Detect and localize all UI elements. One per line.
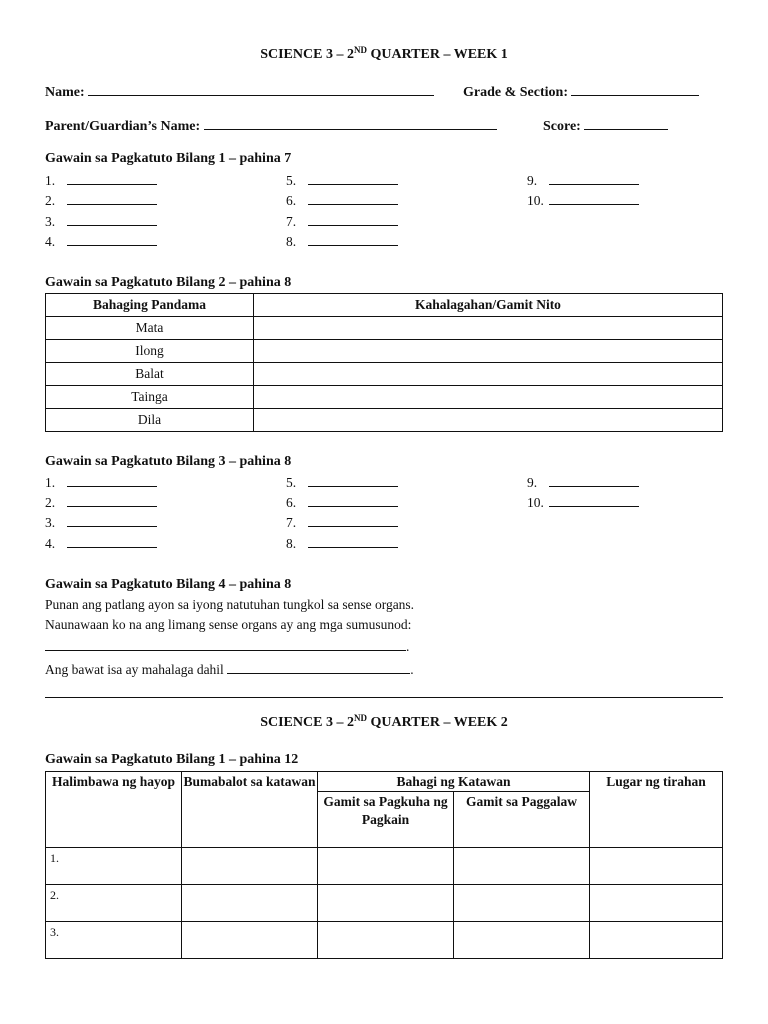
- parent-row: [45, 117, 497, 135]
- a1-item-8: [286, 234, 398, 250]
- score-field[interactable]: [584, 117, 668, 130]
- table-row: [46, 922, 723, 959]
- a1-answer-blank[interactable]: [308, 193, 398, 205]
- a3-answer-blank[interactable]: [308, 475, 398, 487]
- row-number-cell[interactable]: 3.: [46, 922, 182, 959]
- a1-answer-blank[interactable]: [308, 173, 398, 185]
- answer-cell[interactable]: [454, 922, 590, 959]
- col-header-body-cover: Bumabalot sa katawan: [182, 772, 318, 848]
- a3-item-6: [286, 495, 398, 511]
- a1-item-1: [45, 173, 157, 189]
- activity4-period: .: [406, 639, 410, 654]
- a3-item-8: [286, 536, 398, 552]
- week1-title-pre: SCIENCE 3 – 2: [260, 47, 354, 62]
- sense-cell: Balat: [46, 363, 254, 386]
- table-row: [46, 317, 723, 340]
- col-header-movement-use: Gamit sa Paggalaw: [454, 792, 590, 848]
- answer-cell[interactable]: [254, 340, 723, 363]
- row-number-cell[interactable]: 2.: [46, 885, 182, 922]
- activity4-period: .: [410, 662, 414, 677]
- a1-item-7: [286, 214, 398, 230]
- activity4-sentence1: Naunawaan ko na ang limang sense organs ay ang mga sumusunod:: [45, 617, 412, 632]
- score-row: [543, 117, 668, 135]
- a3-answer-blank[interactable]: [308, 495, 398, 507]
- sense-cell: Dila: [46, 409, 254, 432]
- a3-item-9: [527, 475, 639, 491]
- week1-title: [0, 47, 768, 63]
- a1-item-2: [45, 193, 157, 209]
- col-header-habitat: Lugar ng tirahan: [590, 772, 723, 848]
- a1-num: 5.: [286, 173, 297, 188]
- answer-cell[interactable]: [182, 922, 318, 959]
- a3-item-2: [45, 495, 157, 511]
- a3-num: 8.: [286, 536, 297, 551]
- activity4-line1-row: [45, 638, 409, 655]
- col-header-animal: Halimbawa ng hayop: [46, 772, 182, 848]
- activity4-sentence2-row: [45, 661, 414, 678]
- a3-num: 6.: [286, 495, 297, 510]
- a1-item-3: [45, 214, 157, 230]
- a1-num: 7.: [286, 214, 297, 229]
- a3-answer-blank[interactable]: [67, 515, 157, 527]
- sense-cell: Tainga: [46, 386, 254, 409]
- grade-field[interactable]: [571, 83, 699, 96]
- table-header-row: [46, 772, 723, 792]
- answer-cell[interactable]: [254, 363, 723, 386]
- table-row: [46, 386, 723, 409]
- answer-cell[interactable]: [254, 386, 723, 409]
- name-field[interactable]: [88, 83, 434, 96]
- score-label: Score:: [543, 119, 581, 134]
- a1-answer-blank[interactable]: [67, 214, 157, 226]
- a1-num: 6.: [286, 193, 297, 208]
- animals-table: [45, 771, 723, 959]
- answer-cell[interactable]: [590, 922, 723, 959]
- a3-answer-blank[interactable]: [308, 536, 398, 548]
- answer-cell[interactable]: [182, 848, 318, 885]
- a1-item-10: [527, 193, 639, 209]
- activity4-blank-reason[interactable]: [227, 661, 410, 674]
- col-header-food-use: Gamit sa Pagkuha ng Pagkain: [318, 792, 454, 848]
- answer-cell[interactable]: [182, 885, 318, 922]
- grade-row: [463, 83, 699, 101]
- a3-item-5: [286, 475, 398, 491]
- a3-answer-blank[interactable]: [308, 515, 398, 527]
- week2-title-post: QUARTER – WEEK 2: [366, 715, 508, 730]
- a3-num: 5.: [286, 475, 297, 490]
- name-label: Name:: [45, 85, 85, 100]
- a1-answer-blank[interactable]: [549, 193, 639, 205]
- week2-title-pre: SCIENCE 3 – 2: [260, 715, 354, 730]
- a3-num: 10.: [527, 495, 544, 510]
- week1-title-sup: ND: [353, 45, 367, 55]
- row-number-cell[interactable]: 1.: [46, 848, 182, 885]
- table-row: [46, 848, 723, 885]
- week2-title: [0, 715, 768, 731]
- a3-num: 3.: [45, 515, 56, 530]
- a1-answer-blank[interactable]: [308, 234, 398, 246]
- name-row: [45, 83, 434, 101]
- a3-num: 2.: [45, 495, 56, 510]
- activity1-title: Gawain sa Pagkatuto Bilang 1 – pahina 7: [45, 151, 292, 166]
- answer-cell[interactable]: [254, 409, 723, 432]
- a1-item-4: [45, 234, 157, 250]
- a1-num: 2.: [45, 193, 56, 208]
- answer-cell[interactable]: [590, 848, 723, 885]
- table-row: [46, 409, 723, 432]
- col-header-importance: Kahalagahan/Gamit Nito: [254, 294, 723, 317]
- answer-cell[interactable]: [318, 922, 454, 959]
- a3-item-1: [45, 475, 157, 491]
- a3-num: 1.: [45, 475, 56, 490]
- a1-num: 8.: [286, 234, 297, 249]
- answer-cell[interactable]: [254, 317, 723, 340]
- a1-num: 10.: [527, 193, 544, 208]
- a3-answer-blank[interactable]: [67, 536, 157, 548]
- a3-num: 7.: [286, 515, 297, 530]
- parent-field[interactable]: [204, 117, 497, 130]
- activity4-instruction: Punan ang patlang ayon sa iyong natutuhan tungkol sa sense organs.: [45, 597, 415, 612]
- a1-item-9: [527, 173, 639, 189]
- a1-answer-blank[interactable]: [67, 173, 157, 185]
- col-header-sense: Bahaging Pandama: [46, 294, 254, 317]
- activity4-sentence2: Ang bawat isa ay mahalaga dahil: [45, 662, 224, 677]
- a3-item-10: [527, 495, 639, 511]
- activity4-title: Gawain sa Pagkatuto Bilang 4 – pahina 8: [45, 577, 292, 592]
- sense-cell: Mata: [46, 317, 254, 340]
- a1-answer-blank[interactable]: [549, 173, 639, 185]
- table-row: [46, 885, 723, 922]
- a3-answer-blank[interactable]: [67, 475, 157, 487]
- activity2-title: Gawain sa Pagkatuto Bilang 2 – pahina 8: [45, 275, 292, 290]
- table-row: [46, 363, 723, 386]
- col-header-body-part: Bahagi ng Katawan: [318, 772, 590, 792]
- a1-answer-blank[interactable]: [67, 193, 157, 205]
- table-row: [46, 340, 723, 363]
- answer-cell[interactable]: [590, 885, 723, 922]
- grade-label: Grade & Section:: [463, 85, 568, 100]
- answer-cell[interactable]: [318, 885, 454, 922]
- a3-item-4: [45, 536, 157, 552]
- a1-num: 4.: [45, 234, 56, 249]
- a3-answer-blank[interactable]: [549, 495, 639, 507]
- a1-answer-blank[interactable]: [67, 234, 157, 246]
- a1-num: 1.: [45, 173, 56, 188]
- a3-answer-blank[interactable]: [67, 495, 157, 507]
- activity3-title: Gawain sa Pagkatuto Bilang 3 – pahina 8: [45, 454, 292, 469]
- table-header-row: [46, 294, 723, 317]
- answer-cell[interactable]: [318, 848, 454, 885]
- a1-answer-blank[interactable]: [308, 214, 398, 226]
- answer-cell[interactable]: [454, 848, 590, 885]
- a1-item-5: [286, 173, 398, 189]
- a3-item-3: [45, 515, 157, 531]
- a3-num: 9.: [527, 475, 538, 490]
- week2-title-sup: ND: [353, 713, 367, 723]
- a3-answer-blank[interactable]: [549, 475, 639, 487]
- answer-cell[interactable]: [454, 885, 590, 922]
- activity4-blank-organs[interactable]: [45, 638, 406, 651]
- week1-title-post: QUARTER – WEEK 1: [366, 47, 508, 62]
- section-divider: [45, 697, 723, 698]
- parent-label: Parent/Guardian’s Name:: [45, 119, 201, 134]
- a3-num: 4.: [45, 536, 56, 551]
- a3-item-7: [286, 515, 398, 531]
- week2-activity-title: Gawain sa Pagkatuto Bilang 1 – pahina 12: [45, 752, 299, 767]
- sense-cell: Ilong: [46, 340, 254, 363]
- a1-num: 3.: [45, 214, 56, 229]
- a1-num: 9.: [527, 173, 538, 188]
- senses-table: [45, 293, 723, 432]
- a1-item-6: [286, 193, 398, 209]
